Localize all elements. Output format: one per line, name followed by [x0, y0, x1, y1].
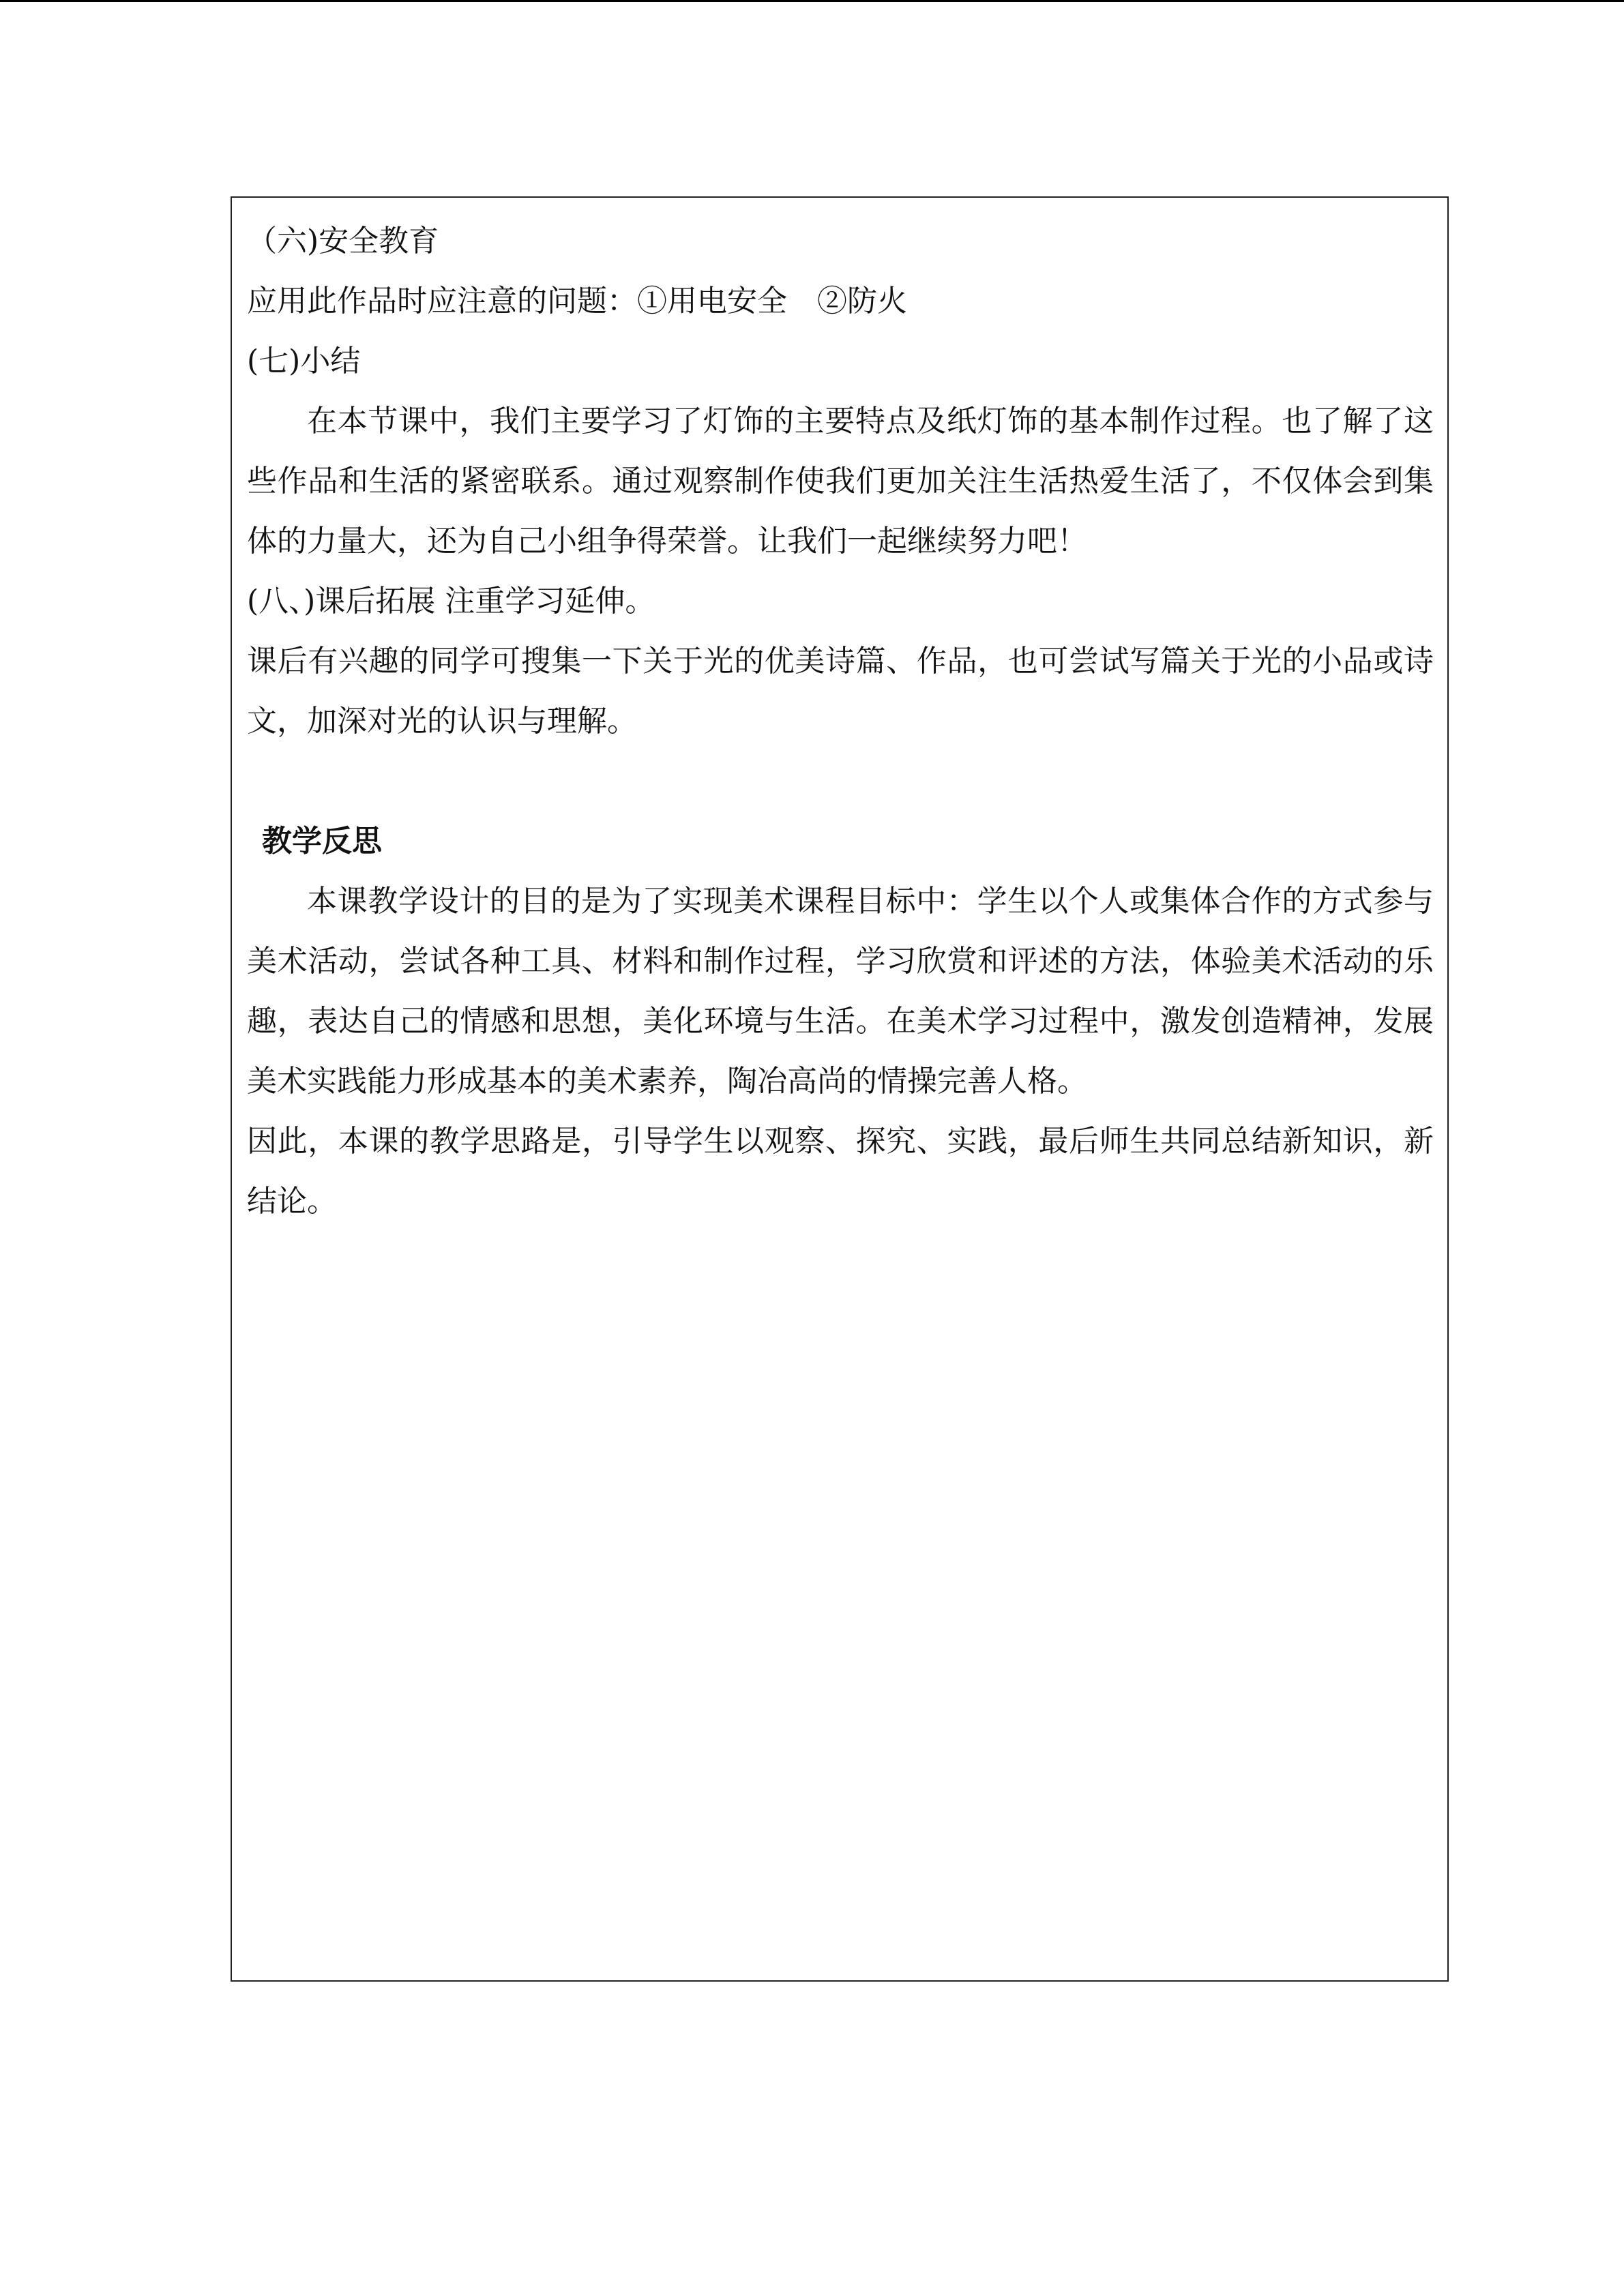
safety-education-text: 应用此作品时应注意的问题：①用电安全 ②防火	[247, 284, 907, 318]
document-body	[247, 211, 1434, 1232]
extension-title: (八、)课后拓展 注重学习延伸。	[247, 584, 655, 618]
section-spacer	[247, 751, 1434, 811]
summary-title: (七)小结	[247, 344, 361, 378]
top-border-line	[0, 0, 1624, 2]
extension-paragraph: 课后有兴趣的同学可搜集一下关于光的优美诗篇、作品，也可尝试写篇关于光的小品或诗文，加深对光的认识与理解。	[247, 644, 1434, 739]
summary-paragraph: 在本节课中，我们主要学习了灯饰的主要特点及纸灯饰的基本制作过程。也了解了这些作品和生活的紧密联系。通过观察制作使我们更加关注生活热爱生活了，不仅体会到集体的力量大，还为自己小组争得荣誉。让我们一起继续努力吧！	[247, 404, 1434, 558]
lesson-content-box	[231, 196, 1449, 1982]
safety-education-title: （六)安全教育	[247, 224, 439, 258]
teaching-approach-paragraph: 因此，本课的教学思路是，引导学生以观察、探究、实践，最后师生共同总结新知识，新结论。	[247, 1124, 1434, 1219]
teaching-reflection-paragraph: 本课教学设计的目的是为了实现美术课程目标中：学生以个人或集体合作的方式参与美术活动，尝试各种工具、材料和制作过程，学习欣赏和评述的方法，体验美术活动的乐趣，表达自己的情感和思想，美化环境与生活。在美术学习过程中，激发创造精神，发展美术实践能力形成基本的美术素养，陶冶高尚的情操完善人格。	[247, 884, 1434, 1099]
teaching-reflection-heading: 教学反思	[262, 824, 382, 859]
